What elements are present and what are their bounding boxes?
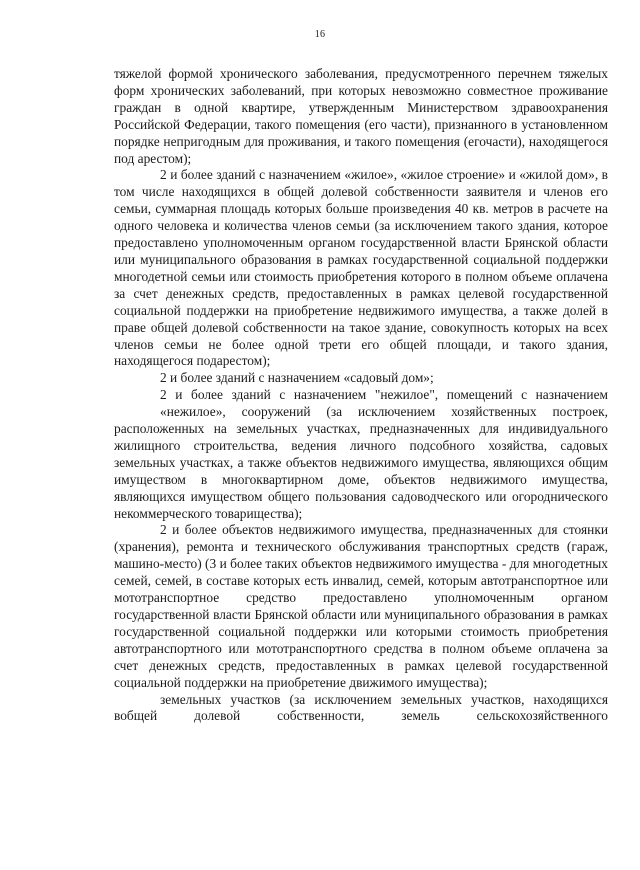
page-number: 16: [314, 29, 326, 40]
paragraph-continuation: тяжелой формой хронического заболевания, предусмотренного перечнем тяжелых форм хронических заболеваний, при которых невозможно совместное проживание граждан в одной квартире, утвержденным Министерством здравоохранения Российской Федерации, такого помещения (его части), признанного в установленном порядке непригодным для проживания, и такого помещения (егочасти), находящегося под арестом);: [114, 66, 608, 166]
document-body: [114, 66, 608, 725]
paragraph-land-plots: земельных участков (за исключением земельных участков, находящихся вобщей долевой собственности, земель сельскохозяйственного: [114, 691, 608, 724]
paragraph-nonresidential-structures: «нежилое», сооружений (за исключением хозяйственных построек, расположенных на земельных участках, предназначенных для индивидуального жилищного строительства, ведения личного подсобного хозяйства, садовых земельных участках, а также объектов недвижимого имущества, являющихся общим имуществом в многоквартирном доме, объектов недвижимого имущества, являющихся имуществом общего пользования садоводческого или огороднического некоммерческого товарищества);: [114, 404, 608, 521]
paragraph-nonresidential-intro: 2 и более зданий с назначением "нежилое", помещений с назначением: [160, 387, 608, 403]
paragraph-garden-houses: 2 и более зданий с назначением «садовый дом»;: [160, 370, 434, 386]
paragraph-residential-buildings: 2 и более зданий с назначением «жилое», «жилое строение» и «жилой дом», в том числе находящихся в общей долевой собственности заявителя и членов его семьи, суммарная площадь которых больше произведения 40 кв. метров в расчете на одного человека и количества членов семьи (за исключением такого здания, которое предоставлено уполномоченным органом государственной власти Брянской области или муниципального образования в рамках государственной социальной поддержки многодетной семьи или стоимость приобретения которого в полном объеме оплачена за счет денежных средств, предоставленных в рамках целевой государственной социальной поддержки на приобретение недвижимого имущества, а также долей в праве общей долевой собственности на такое здание, совокупность которых на всех членов семьи не более одной трети его общей площади, и такого здания, находящегося подарестом);: [114, 167, 608, 369]
paragraph-garages: 2 и более объектов недвижимого имущества, предназначенных для стоянки (хранения), ремонта и технического обслуживания транспортных средств (гараж, машино-место) (3 и более таких объектов недвижимого имущества - для многодетных семей, семей, в составе которых есть инвалид, семей, которым автотранспортное или мототранспортное средство предоставлено уполномоченным органом государственной власти Брянской области или муниципального образования в рамках государственной социальной поддержки или которыми стоимость приобретения автотранспортного или мототранспортного средства в полном объеме оплачена за счет денежных средств, предоставленных в рамках целевой государственной социальной поддержки на приобретение движимого имущества);: [114, 522, 608, 690]
